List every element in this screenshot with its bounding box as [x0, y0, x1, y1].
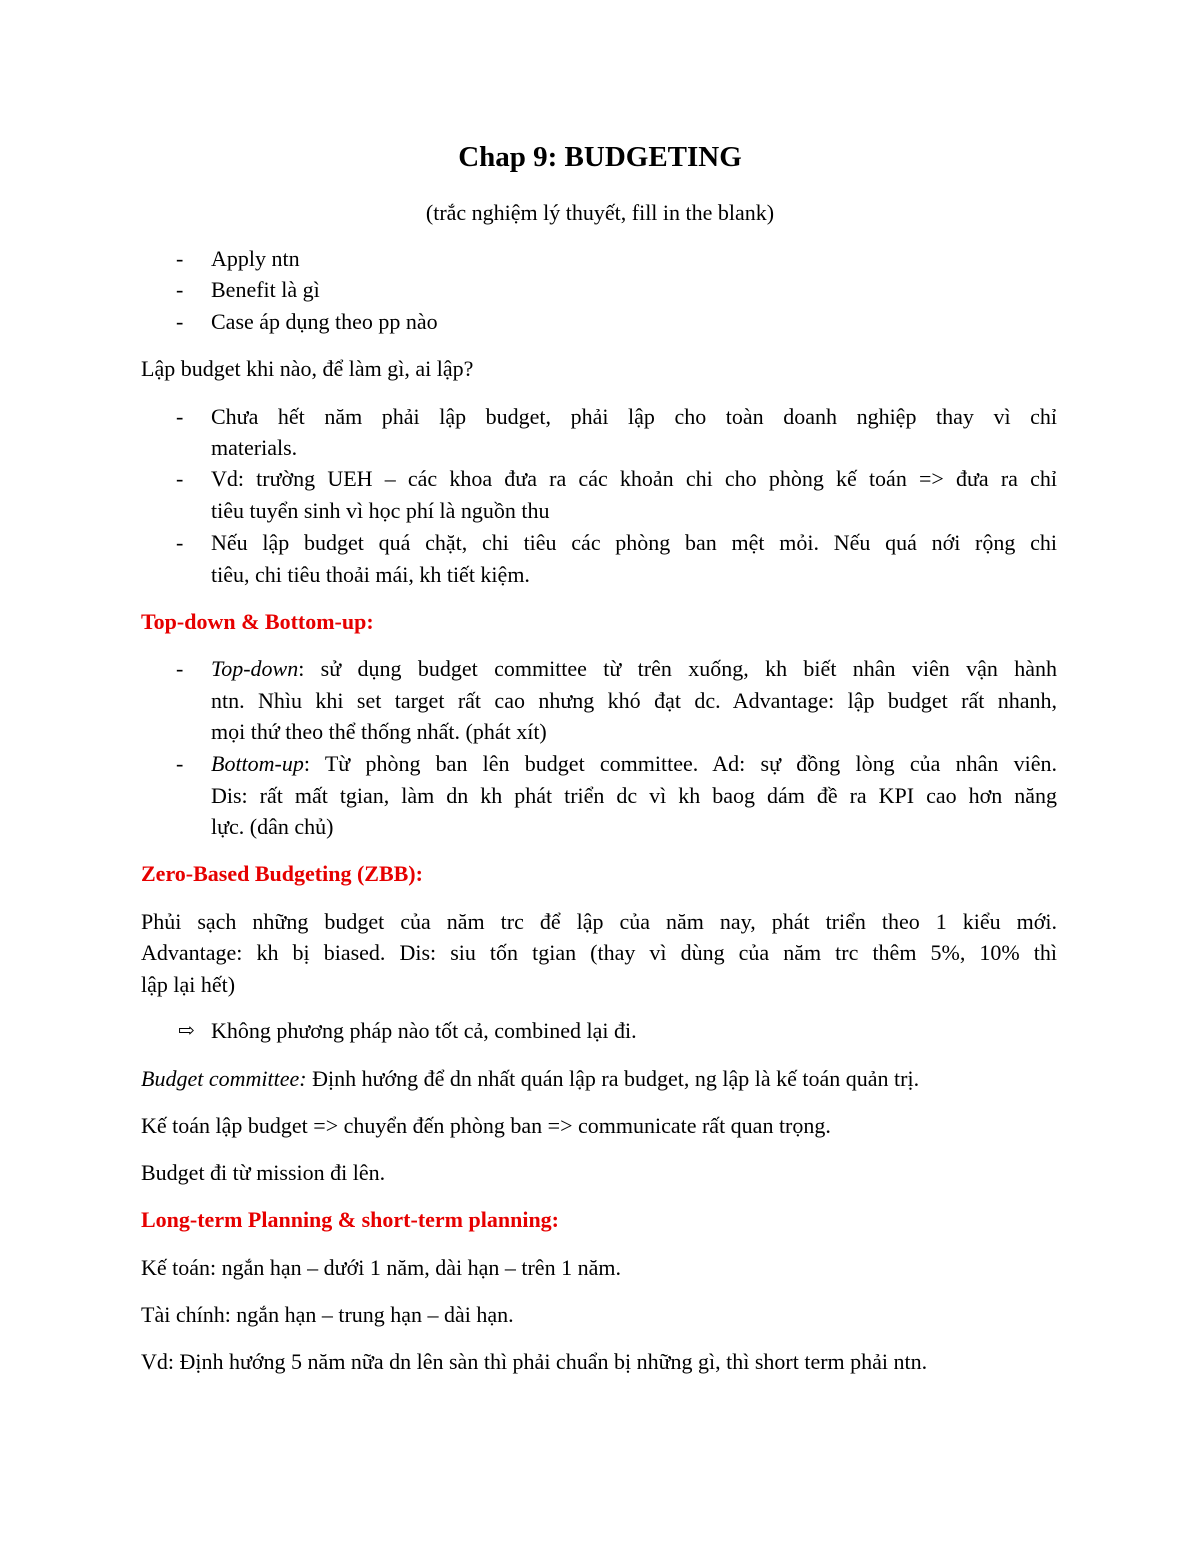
paragraph-line [141, 1063, 919, 1095]
list-item-line: materials. [211, 435, 298, 460]
bullet-dash: - [176, 309, 184, 334]
list-item-line: ntn. Nhìu khi set target rất cao nhưng khó đạt dc. Advantage: lập budget rất nhanh, [211, 688, 1057, 713]
paragraph-line: Advantage: kh bị biased. Dis: siu tốn tgian (thay vì dùng của năm trc thêm 5%, 10% thì [141, 940, 1057, 965]
list-item-line: mọi thứ theo thể thống nhất. (phát xít) [211, 719, 547, 744]
list-item: Case áp dụng theo pp nào [211, 309, 438, 334]
arrow-right-icon: ⇨ [178, 1020, 195, 1042]
bullet-dash: - [176, 404, 184, 429]
term-bottomup: Bottom-up [211, 751, 304, 776]
list-item-line [211, 748, 1057, 780]
list-item-line: Dis: rất mất tgian, làm dn kh phát triển dc vì kh baog dám đề ra KPI cao hơn năng [211, 783, 1057, 808]
list-item-line: lực. (dân chủ) [211, 814, 334, 839]
list-item: Benefit là gì [211, 277, 320, 302]
paragraph-line: lập lại hết) [141, 972, 236, 997]
term-budget-committee: Budget committee: [141, 1066, 307, 1091]
conclusion-text: Không phương pháp nào tốt cả, combined lại đi. [211, 1018, 637, 1043]
text-span: : sử dụng budget committee từ trên xuống, kh biết nhân viên vận hành [298, 656, 1057, 681]
list-item-line: Nếu lập budget quá chặt, chi tiêu các phòng ban mệt mỏi. Nếu quá nới rộng chi [211, 530, 1057, 555]
paragraph-line: Budget đi từ mission đi lên. [141, 1160, 386, 1185]
list-item-line: tiêu tuyển sinh vì học phí là nguồn thu [211, 498, 550, 523]
section-heading-planning: Long-term Planning & short-term planning: [141, 1207, 559, 1232]
text-span: : Từ phòng ban lên budget committee. Ad: sự đồng lòng của nhân viên. [303, 751, 1057, 776]
paragraph-line: Kế toán lập budget => chuyển đến phòng ban => communicate rất quan trọng. [141, 1113, 831, 1138]
paragraph-line: Kế toán: ngắn hạn – dưới 1 năm, dài hạn – trên 1 năm. [141, 1255, 621, 1280]
bullet-dash: - [176, 466, 184, 491]
list-item-line: tiêu, chi tiêu thoải mái, kh tiết kiệm. [211, 562, 530, 587]
section-heading-zbb: Zero-Based Budgeting (ZBB): [141, 861, 423, 886]
bullet-dash: - [176, 246, 184, 271]
page-subtitle: (trắc nghiệm lý thuyết, fill in the blank) [425, 200, 775, 225]
list-item-line [211, 653, 1057, 685]
paragraph-line: Vd: Định hướng 5 năm nữa dn lên sàn thì phải chuẩn bị những gì, thì short term phải ntn. [141, 1349, 928, 1374]
paragraph-line: Tài chính: ngắn hạn – trung hạn – dài hạn. [141, 1302, 514, 1327]
list-item: Apply ntn [211, 246, 300, 271]
bullet-dash: - [176, 530, 184, 555]
bullet-dash: - [176, 277, 184, 302]
list-item-line: Chưa hết năm phải lập budget, phải lập cho toàn doanh nghiệp thay vì chỉ [211, 404, 1057, 429]
page-title: Chap 9: BUDGETING [458, 141, 742, 173]
section-heading-topdown: Top-down & Bottom-up: [141, 609, 374, 634]
term-topdown: Top-down [211, 656, 299, 681]
question-heading: Lập budget khi nào, để làm gì, ai lập? [141, 356, 474, 381]
list-item-line: Vd: trường UEH – các khoa đưa ra các khoản chi cho phòng kế toán => đưa ra chỉ [211, 466, 1057, 491]
bullet-dash: - [176, 751, 184, 776]
text-span: Định hướng để dn nhất quán lập ra budget, ng lập là kế toán quản trị. [306, 1066, 920, 1091]
paragraph-line: Phủi sạch những budget của năm trc để lập của năm nay, phát triển theo 1 kiểu mới. [141, 909, 1057, 934]
bullet-dash: - [176, 656, 184, 681]
